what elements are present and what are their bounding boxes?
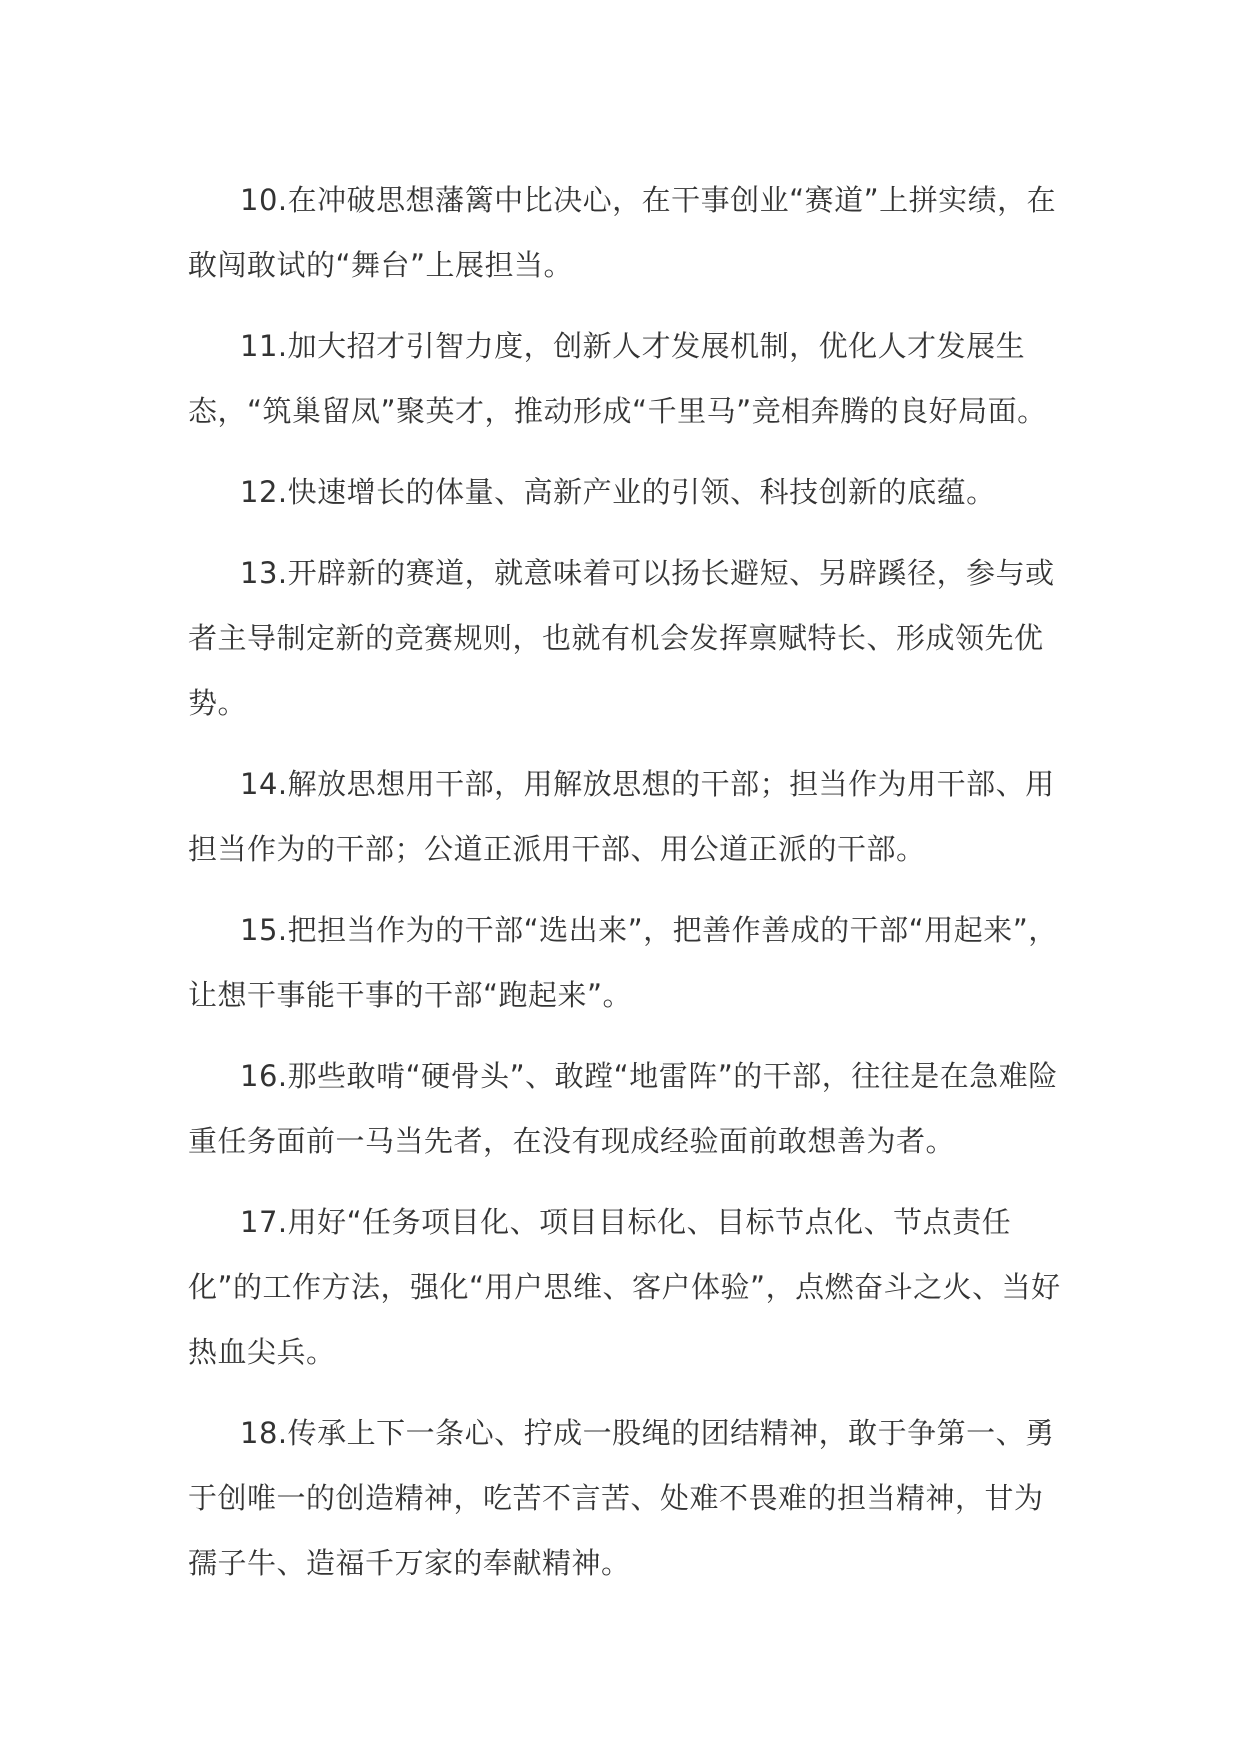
paragraph-17: 17.用好“任务项目化、项目目标化、目标节点化、节点责任化”的工作方法，强化“用户思维、客户体验”，点燃奋斗之火、当好热血尖兵。 xyxy=(188,1205,1061,1369)
paragraph-15: 15.把担当作为的干部“选出来”，把善作善成的干部“用起来”，让想干事能干事的干部“跑起来”。 xyxy=(188,913,1058,1012)
paragraph-11: 11.加大招才引智力度，创新人才发展机制，优化人才发展生态，“筑巢留凤”聚英才，推动形成“千里马”竞相奔腾的良好局面。 xyxy=(188,329,1047,428)
paragraph-14: 14.解放思想用干部，用解放思想的干部；担当作为用干部、用担当作为的干部；公道正派用干部、用公道正派的干部。 xyxy=(188,767,1055,866)
paragraph-18: 18.传承上下一条心、拧成一股绳的团结精神，敢于争第一、勇于创唯一的创造精神，吃苦不言苦、处难不畏难的担当精神，甘为孺子牛、造福千万家的奉献精神。 xyxy=(188,1416,1055,1580)
paragraph-13: 13.开辟新的赛道，就意味着可以扬长避短、另辟蹊径，参与或者主导制定新的竞赛规则，也就有机会发挥禀赋特长、形成领先优势。 xyxy=(188,556,1055,720)
document-body xyxy=(188,168,1068,1612)
paragraph-16: 16.那些敢啃“硬骨头”、敢蹚“地雷阵”的干部，往往是在急难险重任务面前一马当先者，在没有现成经验面前敢想善为者。 xyxy=(188,1059,1058,1158)
paragraph-12: 12.快速增长的体量、高新产业的引领、科技创新的底蕴。 xyxy=(240,475,996,509)
paragraph-10: 10.在冲破思想藩篱中比决心，在干事创业“赛道”上拼实绩，在敢闯敢试的“舞台”上展担当。 xyxy=(188,183,1057,282)
